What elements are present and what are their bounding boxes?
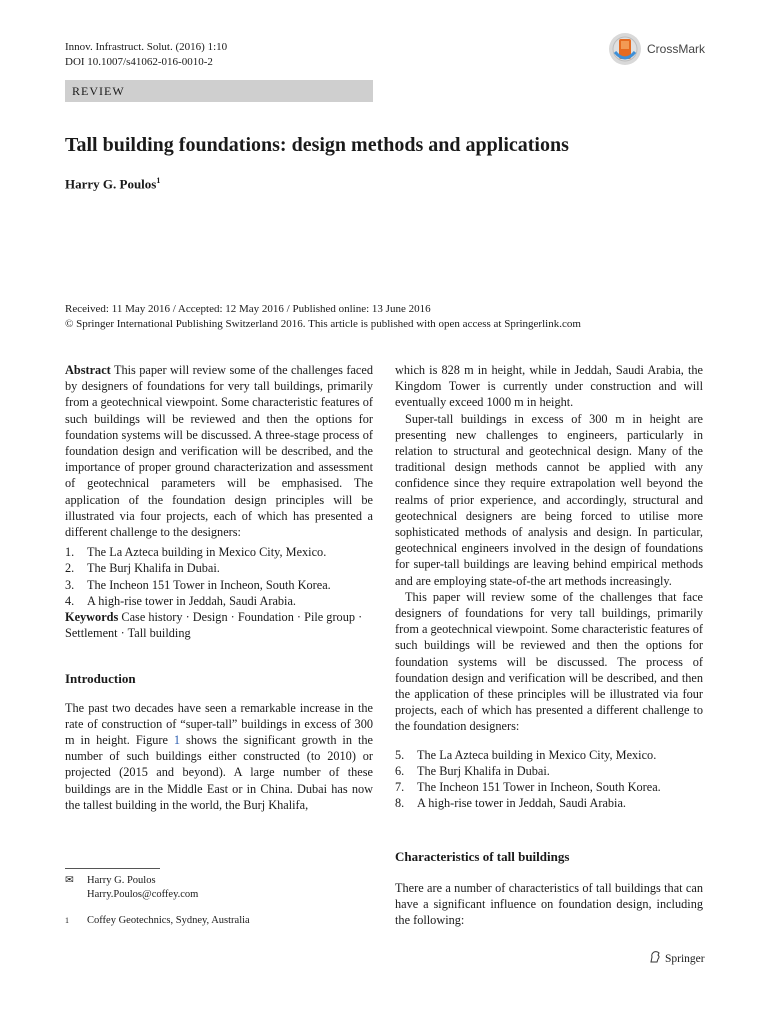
contact-email[interactable]: Harry.Poulos@coffey.com xyxy=(87,889,199,900)
list-item: 4. A high-rise tower in Jeddah, Saudi Arabia. xyxy=(65,593,297,608)
abstract-label: Abstract xyxy=(65,363,111,377)
footnotes xyxy=(65,874,365,928)
doi-line[interactable]: DOI 10.1007/s41062-016-0010-2 xyxy=(65,56,213,68)
crossmark-badge[interactable] xyxy=(608,30,718,68)
dates-line: Received: 11 May 2016 / Accepted: 12 May 2016 / Published online: 13 June 2016 xyxy=(65,303,431,315)
article-type-label: REVIEW xyxy=(72,84,125,98)
publisher-name: Springer xyxy=(665,952,705,965)
crossmark-label: CrossMark xyxy=(647,42,706,56)
left-column xyxy=(65,362,373,813)
keywords-label: Keywords xyxy=(65,610,119,625)
paragraph: which is 828 m in height, while in Jeddah, Saudi Arabia, the Kingdom Tower is currently under construction and will eventually exceed 1000 m in height. xyxy=(395,363,703,410)
list-item: 3. The Incheon 151 Tower in Incheon, South Korea. xyxy=(65,577,331,592)
characteristics-text: There are a number of characteristics of tall buildings that can have a significant influence on foundation design, including the following: xyxy=(395,880,703,928)
author-name: Harry G. Poulos xyxy=(65,176,157,192)
list-item: 7. The Incheon 151 Tower in Incheon, South Korea. xyxy=(395,780,661,795)
list-item: 8. A high-rise tower in Jeddah, Saudi Arabia. xyxy=(395,796,627,811)
crossmark-icon xyxy=(608,32,642,66)
figure-1-link[interactable]: 1 xyxy=(173,733,181,748)
article-type-band xyxy=(65,80,373,102)
author-line xyxy=(65,176,160,192)
right-column xyxy=(395,362,703,928)
paragraph: Super-tall buildings in excess of 300 m in height are presenting new challenges to engineers, particularly in relation to structural and geotechnical design. Many of the traditional design methods cannot be applied with any confidence since they require extrapolation well beyond the realms of prior experience, and accordingly, structural and geotechnical designers are being forced to utilise more sophisticated methods of analysis and design. In particular, geotechnical engineers involved in the design of foundations for super-tall buildings are leaving behind empirical methods and are employing state-of-the art methods increasingly. xyxy=(395,411,703,588)
affiliation-text: Coffey Geotechnics, Sydney, Australia xyxy=(87,915,250,926)
list-item: 2. The Burj Khalifa in Dubai. xyxy=(65,561,220,576)
affiliation-footnote-mark: 1 xyxy=(65,916,69,925)
characteristics-heading: Characteristics of tall buildings xyxy=(395,849,570,865)
paragraph: This paper will review some of the challenges that face designers of foundations for very tall buildings, primarily from a geotechnical viewpoint. Some characteristic features of such buildings will be reviewed and then the options for foundation systems will be discussed. The process of foundation design and verification will be described, and then the application of these principles will be illustrated via four projects, each of which has presented a different challenge to the foundation designers: xyxy=(395,589,703,734)
abstract-project-list xyxy=(65,544,373,609)
copyright-line: © Springer International Publishing Switzerland 2016. This article is published with open access at Springerlink.com xyxy=(65,318,581,330)
contact-name: Harry G. Poulos xyxy=(87,875,156,886)
springer-horse-icon xyxy=(648,950,662,967)
keywords-text: Case history · Design · Foundation · Pile group · Settlement · Tall building xyxy=(65,610,363,641)
affiliation-mark: 1 xyxy=(156,176,161,185)
envelope-icon: ✉ xyxy=(65,875,74,886)
article-history xyxy=(65,302,715,332)
project-list xyxy=(395,747,703,812)
article-title: Tall building foundations: design methods and applications xyxy=(65,134,569,156)
journal-citation: Innov. Infrastruct. Solut. (2016) 1:10 xyxy=(65,41,228,53)
list-item: 5. The La Azteca building in Mexico City, Mexico. xyxy=(395,747,657,762)
introduction-text: The past two decades have seen a remarkable increase in the rate of construction of “super-tall” buildings in excess of 300 m in height. Figure 1 shows the significant growth in the number of such buildings either constructed (to 2010) or projected (2015 and beyond). A large number of these buildings are in the Middle East or in China. Dubai has now the tallest building in the world, the Burj Khalifa, xyxy=(65,700,373,812)
keywords xyxy=(65,609,373,641)
footnote-rule xyxy=(65,868,160,869)
list-item: 6. The Burj Khalifa in Dubai. xyxy=(395,763,550,778)
abstract-text: This paper will review some of the challenges faced by designers of foundations for very tall buildings, primarily from a geotechnical viewpoint. Some characteristic features of such buildings will be reviewed and then the options for foundation systems will be discussed. A three-stage process of foundation design and verification will be described, and the importance of proper ground characterization and assessment of geotechnical parameters will be emphasised. The application of the foundation design principles will be illustrated via four projects, each of which has presented a different challenge to the designers: xyxy=(65,363,373,540)
list-item: 1. The La Azteca building in Mexico City, Mexico. xyxy=(65,545,327,560)
abstract xyxy=(65,362,373,540)
introduction-heading: Introduction xyxy=(65,671,136,687)
publisher-logo xyxy=(648,950,705,967)
